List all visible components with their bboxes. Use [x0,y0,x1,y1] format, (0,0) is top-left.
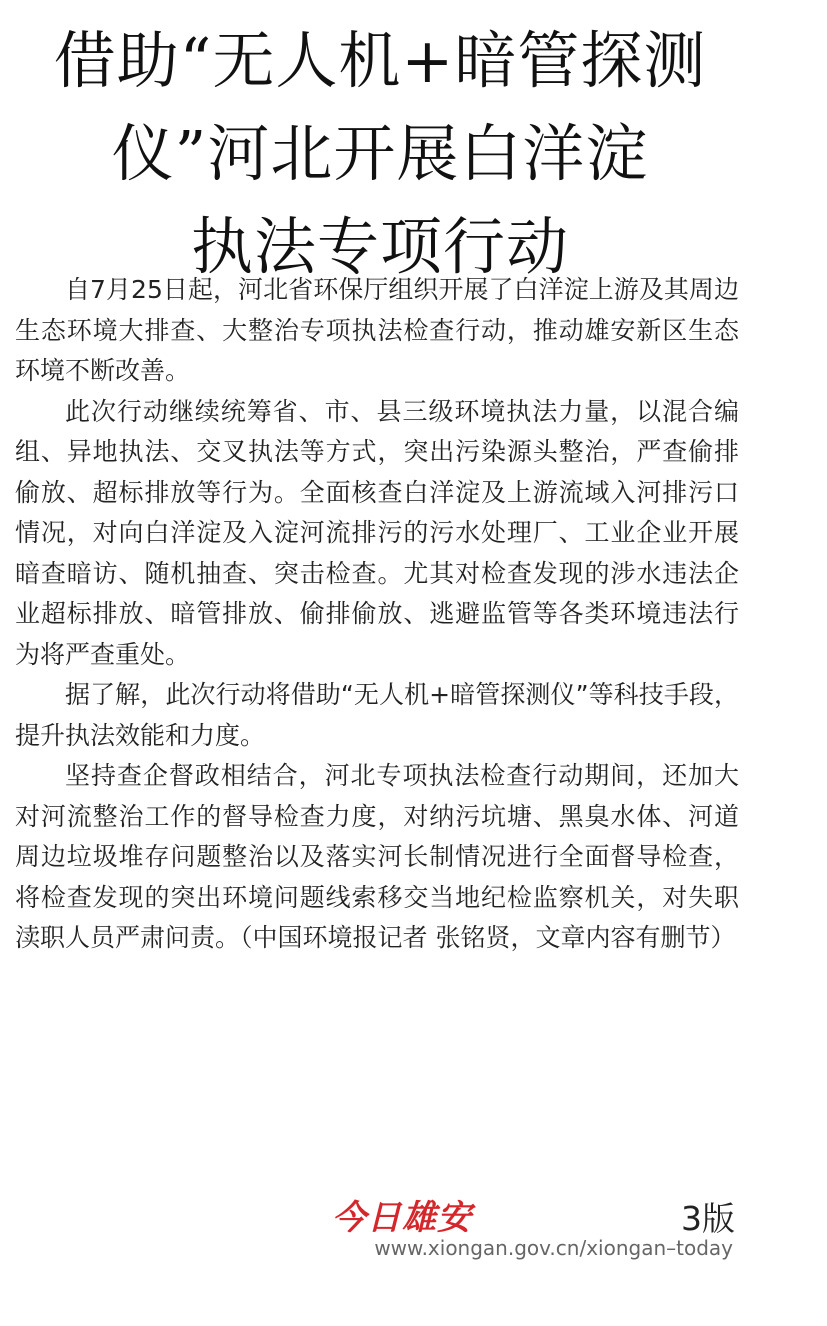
article-paragraph-3: 据了解，此次行动将借助“无人机+暗管探测仪”等科技手段，提升执法效能和力度。 [15,680,739,750]
source-url: www.xiongan.gov.cn/xiongan–today [374,1236,733,1260]
article-paragraph-1: 自7月25日起，河北省环保厅组织开展了白洋淀上游及其周边生态环境大排查、大整治专项执法检查行动，推动雄安新区生态环境不断改善。 [15,275,739,385]
edition-number: 3版 [681,1199,735,1238]
headline-line-2: 仪”河北开展白洋淀 [111,117,649,190]
article-headline [10,14,750,293]
headline-line-3: 执法专项行动 [190,210,569,283]
article-paragraph-2: 此次行动继续统筹省、市、县三级环境执法力量，以混合编组、异地执法、交叉执法等方式，突出污染源头整治，严查偷排偷放、超标排放等行为。全面核查白洋淀及上游流域入河排污口情况，对向白洋淀及入淀河流排污的污水处理厂、工业企业开展暗查暗访、随机抽查、突击检查。尤其对检查发现的涉水违法企业超标排放、暗管排放、偷排偷放、逃避监管等各类环境违法行为将严查重处。 [15,396,739,669]
today-xiongan-logo: 今日雄安 [332,1198,472,1238]
headline-line-1: 借助“无人机+暗管探测 [53,24,707,97]
article-body [15,270,739,959]
article-paragraph-4: 坚持查企督政相结合，河北专项执法检查行动期间，还加大对河流整治工作的督导检查力度，对纳污坑塘、黑臭水体、河道周边垃圾堆存问题整治以及落实河长制情况进行全面督导检查，将检查发现的突出环境问题线索移交当地纪检监察机关，对失职渎职人员严肃问责。（中国环境报记者 张铭贤，文章内容有删节） [15,761,739,952]
